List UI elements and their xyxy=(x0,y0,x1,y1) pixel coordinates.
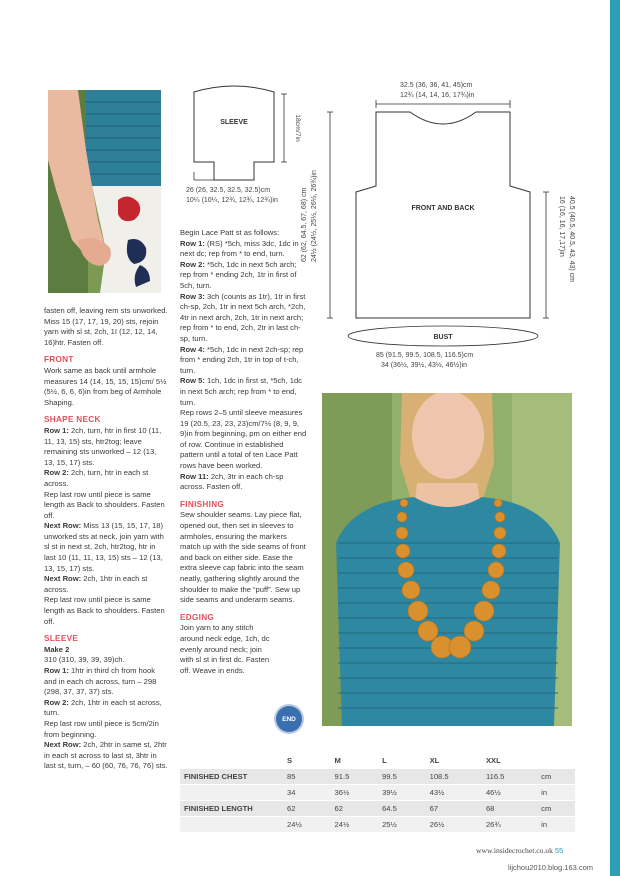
repeat-text: Rep rows 2–5 until sleeve measures 19 (20.5, 23, 23, 23)cm/7½ (8, 9, 9, 9)in from beginning, pm on either end of row. Continue in established pattern until a total of ten Lace Patt rows have been worked. xyxy=(180,408,307,471)
instructions-column-1 xyxy=(44,306,168,772)
table-header-cell: XXL xyxy=(482,753,537,769)
repeat-text: Rep last row until piece is same length as Back to shoulders. Fasten off. xyxy=(44,489,165,520)
lace-row-2 xyxy=(180,260,308,292)
row-text: 2ch, 1htr in each st across. xyxy=(44,574,148,594)
make-text: 310 (310, 39, 39, 39)ch. xyxy=(44,655,125,665)
table-header-blank xyxy=(537,753,575,769)
table-row-label xyxy=(180,817,283,833)
table-cell: 26¾ xyxy=(482,817,537,833)
sleeve-heading: SLEEVE xyxy=(44,634,79,644)
sleeve-width-in: 10¼ (10¼, 12¾, 12¾, 12¾)in xyxy=(186,197,278,204)
bust-in: 34 (36½, 39½, 43½, 46½)in xyxy=(381,362,468,369)
row-text: Miss 13 (15, 15, 17, 18) unworked sts at neck, join yarn with sl st in next st, 2ch, htr2tog, htr in last 10 (11, 11, 13, 15) sts – 12 (13, 13, 15, 17) sts. xyxy=(44,521,164,573)
repeat-text-3: Rep last row until piece is 5cm/2in from beginning. xyxy=(44,718,159,739)
table-header-cell: S xyxy=(283,753,331,769)
page-footer xyxy=(476,846,563,855)
table-cell: 85 xyxy=(283,769,331,785)
table-header-cell: XL xyxy=(426,753,482,769)
table-row xyxy=(180,785,575,801)
row-text: 1htr in third ch from hook and in each ch across, turn – 298 (298, 37, 37, 37) sts. xyxy=(44,666,157,697)
row-text: 2ch, 1htr in each st across, turn. xyxy=(44,697,162,718)
intro-text: fasten off, leaving rem sts unworked. Miss 15 (17, 17, 19, 20) sts, rejoin yarn with sl st, 2ch, 1I (12, 12, 14, 16)htr. Fasten off. xyxy=(44,306,168,347)
page-number: 55 xyxy=(554,846,564,855)
finishing-heading: FINISHING xyxy=(180,499,225,509)
table-row-label: FINISHED CHEST xyxy=(180,769,283,785)
table-cell: 99.5 xyxy=(378,769,426,785)
photo-model-necklace xyxy=(322,393,572,726)
sleeve-width-cm: 26 (26, 32.5, 32.5, 32.5)cm xyxy=(186,187,271,194)
row-label: Row 1: xyxy=(44,425,69,435)
table-header-blank xyxy=(180,753,283,769)
row-label: Row 4: xyxy=(180,344,205,354)
row-label: Row 11: xyxy=(180,471,209,481)
front-text: Work same as back until armhole measures 14 (14, 15, 15, 15)cm/ 5½ (5½, 6, 6, 6)in from beg of Armhole Shaping. xyxy=(44,365,167,407)
edging-heading: EDGING xyxy=(180,612,215,622)
row-text: *5ch, 1dc in next 5ch arch; rep from * ending 2ch, 1tr in first of 5ch, turn. xyxy=(180,259,297,290)
row-label: Row 2: xyxy=(44,697,69,707)
table-row xyxy=(180,769,575,785)
neck-row-1 xyxy=(44,426,168,468)
row-text: 2ch, turn, htr in first 10 (11, 11, 13, 15) sts, htr2tog; leave remaining sts unworked – 12 (13, 13, 15, 17) sts. xyxy=(44,425,162,467)
end-badge: END xyxy=(276,706,302,732)
table-unit: cm xyxy=(537,769,575,785)
make-count: Make 2 xyxy=(44,644,70,654)
lace-row-1 xyxy=(180,239,308,260)
page-edge-stripe xyxy=(610,0,620,876)
sleeve-height-label: 18cm/7in xyxy=(294,114,301,142)
sleeve-row-1 xyxy=(44,666,168,698)
table-cell: 25½ xyxy=(378,817,426,833)
row-label: Row 1: xyxy=(180,238,205,248)
row-text: 2ch, 3tr in each ch-sp across. Fasten off. xyxy=(180,471,284,492)
table-unit: cm xyxy=(537,801,575,817)
table-cell: 36½ xyxy=(331,785,379,801)
table-cell: 26½ xyxy=(426,817,482,833)
table-header-cell: L xyxy=(378,753,426,769)
sleeve-row-2 xyxy=(44,698,168,719)
row-label: Next Row: xyxy=(44,521,82,531)
repeat-text-2: Rep last row until piece is same length as Back to shoulders. Fasten off. xyxy=(44,595,165,626)
lace-row-11 xyxy=(180,472,308,493)
table-row xyxy=(180,801,575,817)
next-row-3 xyxy=(44,740,168,772)
lace-row-3 xyxy=(180,292,308,345)
table-cell: 116.5 xyxy=(482,769,537,785)
bust-cm: 85 (91.5, 99.5, 108.5, 116.5)cm xyxy=(376,352,474,359)
row-label: Next Row: xyxy=(44,574,82,584)
row-text: 2ch, turn, htr in each st across. xyxy=(44,468,149,488)
row-text: (RS) *5ch, miss 3dc, 1dc in next dc; rep from * to end, turn. xyxy=(180,238,299,259)
shape-neck-heading: SHAPE NECK xyxy=(44,415,101,425)
row-label: Row 1: xyxy=(44,666,69,675)
next-row-2 xyxy=(44,574,168,595)
table-row-label: FINISHED LENGTH xyxy=(180,801,283,817)
table-row xyxy=(180,817,575,833)
row-label: Row 2: xyxy=(44,468,69,478)
table-cell: 64.5 xyxy=(378,801,426,817)
table-cell: 24½ xyxy=(283,817,331,833)
table-cell: 91.5 xyxy=(331,769,379,785)
table-cell: 24½ xyxy=(331,817,379,833)
site-url: www.insidecrochet.co.uk xyxy=(476,846,553,855)
body-top-in: 12¾ (14, 14, 16, 17¾)in xyxy=(400,92,475,99)
table-unit: in xyxy=(537,817,575,833)
table-header-row xyxy=(180,753,575,769)
sleeve-label: SLEEVE xyxy=(220,119,248,126)
body-side-cm: 40.5 (40.5, 40.5, 43, 43) cm xyxy=(568,196,575,282)
watermark-text: lijchou2010.blog.163.com xyxy=(508,863,594,872)
lace-row-4 xyxy=(180,345,308,377)
photo-sweater-side xyxy=(48,90,161,293)
body-top-cm: 32.5 (36, 36, 41, 45)cm xyxy=(400,82,473,89)
row-text: 3ch (counts as 1tr), 1tr in first ch-sp, 2ch, 1tr in next 5ch arch, *2ch, 4tr in next arch, 2ch, 1tr in next arch; rep from * to end, 2ch, 2tr in last ch-sp, turn. xyxy=(180,291,306,343)
table-cell: 43½ xyxy=(426,785,482,801)
table-cell: 62 xyxy=(283,801,331,817)
table-cell: 108.5 xyxy=(426,769,482,785)
row-text: 2ch, 2htr in same st, 2htr in each st across to last st, 3htr in last st, turn, – 60 (60, 76, 76, 76) sts. xyxy=(44,740,168,771)
row-label: Row 3: xyxy=(180,291,205,301)
row-text: 1ch, 1dc in first st, *5ch, 1dc in next 5ch arch; rep from * to end, turn. xyxy=(180,376,302,407)
table-header-cell: M xyxy=(331,753,379,769)
next-row-1 xyxy=(44,521,168,574)
neck-row-2 xyxy=(44,468,168,489)
begin-text: Begin Lace Patt st as follows: xyxy=(180,228,280,237)
table-cell: 39½ xyxy=(378,785,426,801)
body-side-in: 16 (16, 16, 17,17)in xyxy=(558,196,565,257)
lace-row-5 xyxy=(180,376,308,408)
bust-label: BUST xyxy=(433,334,453,341)
edging-text: Join yarn to any stitch around neck edge, 1ch, dc evenly around neck; join with sl st in first dc. Fasten off. Weave in ends. xyxy=(180,623,270,675)
front-back-label: FRONT AND BACK xyxy=(411,205,475,212)
table-cell: 46½ xyxy=(482,785,537,801)
size-table xyxy=(180,753,575,833)
table-cell: 67 xyxy=(426,801,482,817)
instructions-column-2 xyxy=(180,228,308,676)
body-height-in: 24½ (24½, 25½, 26½, 26¾)in xyxy=(311,170,318,262)
table-cell: 62 xyxy=(331,801,379,817)
row-text: *5ch, 1dc in next 2ch-sp; rep from * ending 2ch, 1tr in top of t-ch, turn. xyxy=(180,344,304,375)
body-side-label xyxy=(556,196,576,346)
table-row-label xyxy=(180,785,283,801)
row-label: Row 5: xyxy=(180,376,205,386)
finishing-text: Sew shoulder seams. Lay piece flat, opened out, then set in sleeves to armholes, ensuring the markers match up with the side seams of front and back on either side. Ease the extra sleeve cap fabric into the seam neatly, gathering slightly around the shoulder to make the “puff”. Sew up side seams and underarm seams. xyxy=(180,510,306,605)
row-label: Next Row: xyxy=(44,740,82,750)
table-unit: in xyxy=(537,785,575,801)
front-heading: FRONT xyxy=(44,355,74,365)
front-back-diagram xyxy=(318,96,588,376)
table-cell: 68 xyxy=(482,801,537,817)
table-cell: 34 xyxy=(283,785,331,801)
body-height-cm: 62 (62, 64.5, 67, 68) cm xyxy=(301,187,308,262)
row-label: Row 2: xyxy=(180,259,205,269)
